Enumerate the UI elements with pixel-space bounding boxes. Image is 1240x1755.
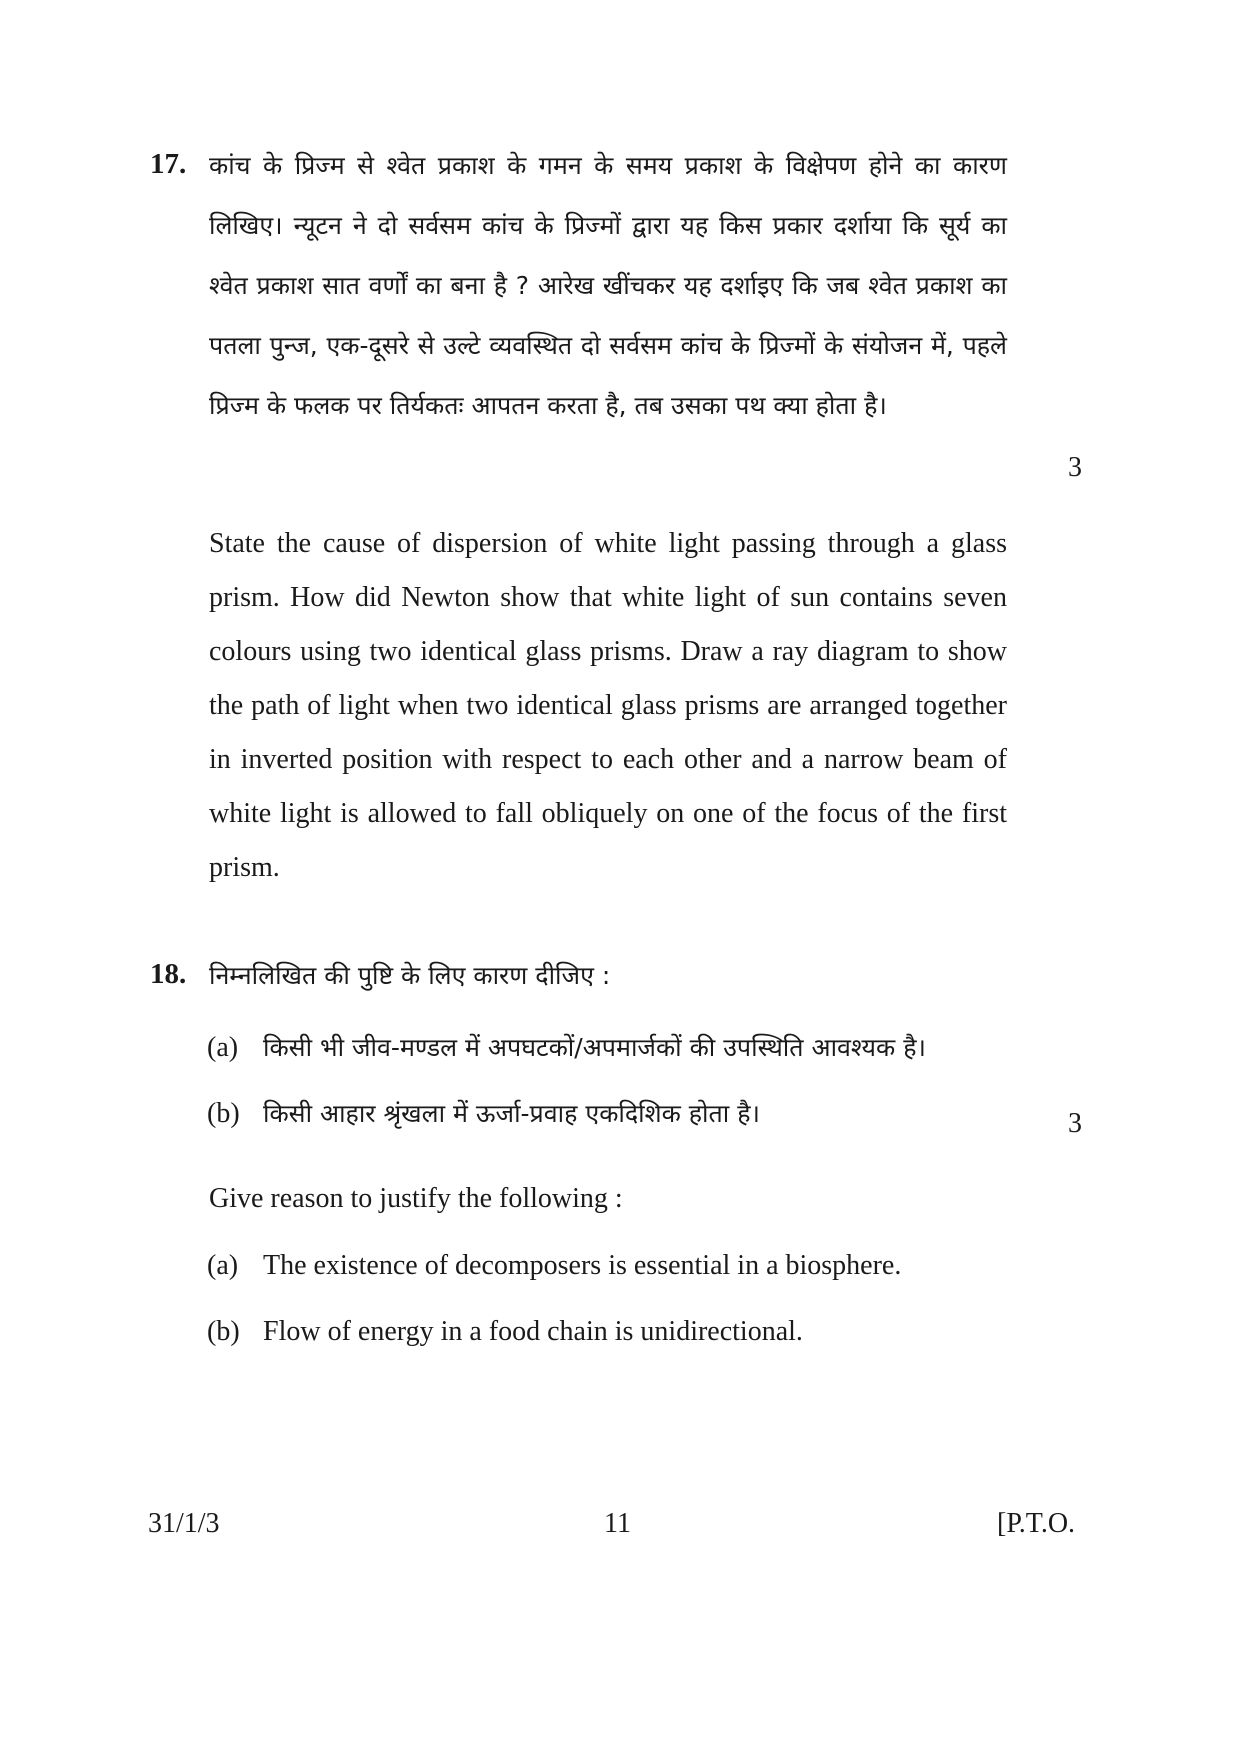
question-18-hindi-item-b <box>207 1096 1027 1130</box>
item-text: किसी आहार श्रृंखला में ऊर्जा-प्रवाह एकदिशिक होता है। <box>263 1099 760 1128</box>
item-label: (b) <box>207 1316 240 1347</box>
question-18-hindi-intro: निम्नलिखित की पुष्टि के लिए कारण दीजिए : <box>209 961 611 990</box>
item-text: The existence of decomposers is essential in a biosphere. <box>263 1250 902 1281</box>
question-18-english-item-a <box>207 1250 1027 1282</box>
question-17-english-text: State the cause of dispersion of white light passing through a glass prism. How did Newton show that white light of sun contains seven colours using two identical glass prisms. Draw a ray diagram to show the path of light when two identical glass prisms are arranged together in inverted position with respect to each other and a narrow beam of white light is allowed to fall obliquely on one of the focus of the first prism. <box>209 528 1007 883</box>
question-17-number: 17. <box>150 148 187 180</box>
question-17-hindi <box>209 136 1007 436</box>
question-17-marks: 3 <box>1068 452 1082 483</box>
question-18-hindi-item-a <box>207 1030 1027 1064</box>
question-17-hindi-text: कांच के प्रिज्म से श्वेत प्रकाश के गमन के समय प्रकाश के विक्षेपण होने का कारण लिखिए। न्यूटन ने दो सर्वसम कांच के प्रिज्मों द्वारा यह किस प्रकार दर्शाया कि सूर्य का श्वेत प्रकाश सात वर्णों का बना है ? आरेख खींचकर यह दर्शाइए कि जब श्वेत प्रकाश का पतला पुन्ज, एक-दूसरे से उल्टे व्यवस्थित दो सर्वसम कांच के प्रिज्मों के संयोजन में, पहले प्रिज्म के फलक पर तिर्यकतः आपतन करता है, तब उसका पथ क्या होता है। <box>209 151 1007 420</box>
item-text: Flow of energy in a food chain is unidirectional. <box>263 1316 803 1347</box>
page-number: 11 <box>604 1508 631 1539</box>
question-18-english-intro: Give reason to justify the following : <box>209 1183 623 1214</box>
item-label: (a) <box>207 1032 239 1063</box>
question-18-marks: 3 <box>1068 1108 1082 1139</box>
item-label: (a) <box>207 1250 239 1281</box>
please-turn-over: [P.T.O. <box>997 1508 1076 1539</box>
paper-code: 31/1/3 <box>148 1508 220 1539</box>
item-label: (b) <box>207 1098 240 1129</box>
question-18-english-item-b <box>207 1316 1027 1348</box>
question-17-english <box>209 517 1007 895</box>
item-text: किसी भी जीव-मण्डल में अपघटकों/अपमार्जकों की उपस्थिति आवश्यक है। <box>263 1033 926 1062</box>
question-18-number: 18. <box>150 958 187 990</box>
